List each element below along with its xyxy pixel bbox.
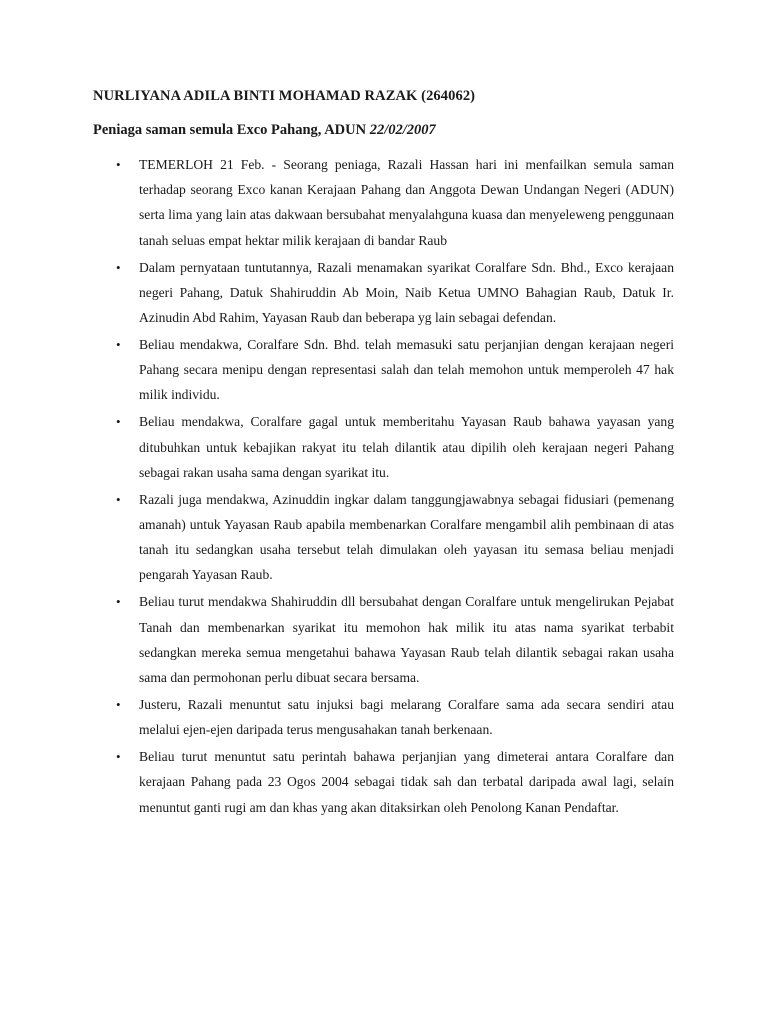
bullet-icon: •	[116, 697, 121, 713]
bullet-text: Dalam pernyataan tuntutannya, Razali menamakan syarikat Coralfare Sdn. Bhd., Exco kerajaan negeri Pahang, Datuk Shahiruddin Ab Moin, Naib Ketua UMNO Bahagian Raub, Datuk Ir. Azinudin Abd Rahim, Yayasan Raub dan beberapa yg lain sebagai defendan.	[139, 259, 674, 326]
bullet-text: TEMERLOH 21 Feb. - Seorang peniaga, Razali Hassan hari ini menfailkan semula saman terhadap seorang Exco kanan Kerajaan Pahang dan Anggota Dewan Undangan Negeri (ADUN) serta lima yang lain atas dakwaan bersubahat menyalahguna kuasa dan menyeleweng penggunaan tanah seluas empat hektar milik kerajaan di bandar Raub	[139, 157, 674, 248]
article-headline	[93, 122, 436, 139]
bullet-icon: •	[116, 749, 121, 765]
bullet-text: Beliau mendakwa, Coralfare gagal untuk memberitahu Yayasan Raub bahawa yayasan yang ditubuhkan untuk kebajikan rakyat itu telah dilantik atau dipilih oleh kerajaan negeri Pahang sebagai rakan usaha sama dengan syarikat itu.	[139, 414, 674, 480]
list-item	[116, 744, 674, 820]
list-item	[116, 692, 674, 742]
bullet-icon: •	[116, 414, 121, 430]
bullet-text: Razali juga mendakwa, Azinuddin ingkar dalam tanggungjawabnya sebagai fidusiari (pemenang amanah) untuk Yayasan Raub apabila membenarkan Coralfare mengambil alih pembinaan di atas tanah itu sedangkan usaha tersebut telah dimulakan oleh yayasan itu semasa beliau menjadi pengarah Yayasan Raub.	[139, 491, 674, 583]
bullet-text: Justeru, Razali menuntut satu injuksi bagi melarang Coralfare sama ada secara sendiri atau melalui ejen-ejen daripada terus mengusahakan tanah berkenaan.	[139, 697, 674, 738]
bullet-text: Beliau mendakwa, Coralfare Sdn. Bhd. telah memasuki satu perjanjian dengan kerajaan negeri Pahang secara menipu dengan representasi salah dan telah memohon untuk memperoleh 47 hak milik individu.	[139, 337, 674, 403]
headline-text: Peniaga saman semula Exco Pahang, ADUN	[93, 122, 370, 138]
bullet-icon: •	[116, 491, 121, 507]
bullet-icon: •	[116, 259, 121, 275]
list-item	[116, 332, 674, 408]
headline-date: 22/02/2007	[369, 122, 436, 138]
bullet-list	[116, 152, 674, 822]
list-item	[116, 255, 674, 331]
list-item	[116, 409, 674, 485]
author-line: NURLIYANA ADILA BINTI MOHAMAD RAZAK (264062)	[93, 88, 476, 104]
bullet-text: Beliau turut menuntut satu perintah bahawa perjanjian yang dimeterai antara Coralfare dan kerajaan Pahang pada 23 Ogos 2004 sebagai tidak sah dan terbatal daripada awal lagi, selain menuntut ganti rugi am dan khas yang akan ditaksirkan oleh Penolong Kanan Pendaftar.	[139, 749, 674, 815]
list-item	[116, 152, 674, 253]
bullet-text: Beliau turut mendakwa Shahiruddin dll bersubahat dengan Coralfare untuk mengelirukan Pejabat Tanah dan membenarkan syarikat itu memohon hak milik itu atas nama syarikat terbabit sedangkan mereka semua mengetahui bahawa Yayasan Raub telah dilantik sebagai rakan usaha sama dan permohonan perlu dibuat secara bersama.	[139, 594, 674, 686]
bullet-icon: •	[116, 594, 121, 610]
bullet-icon: •	[116, 337, 121, 353]
list-item	[116, 589, 674, 690]
bullet-icon: •	[116, 157, 121, 172]
list-item	[116, 487, 674, 588]
